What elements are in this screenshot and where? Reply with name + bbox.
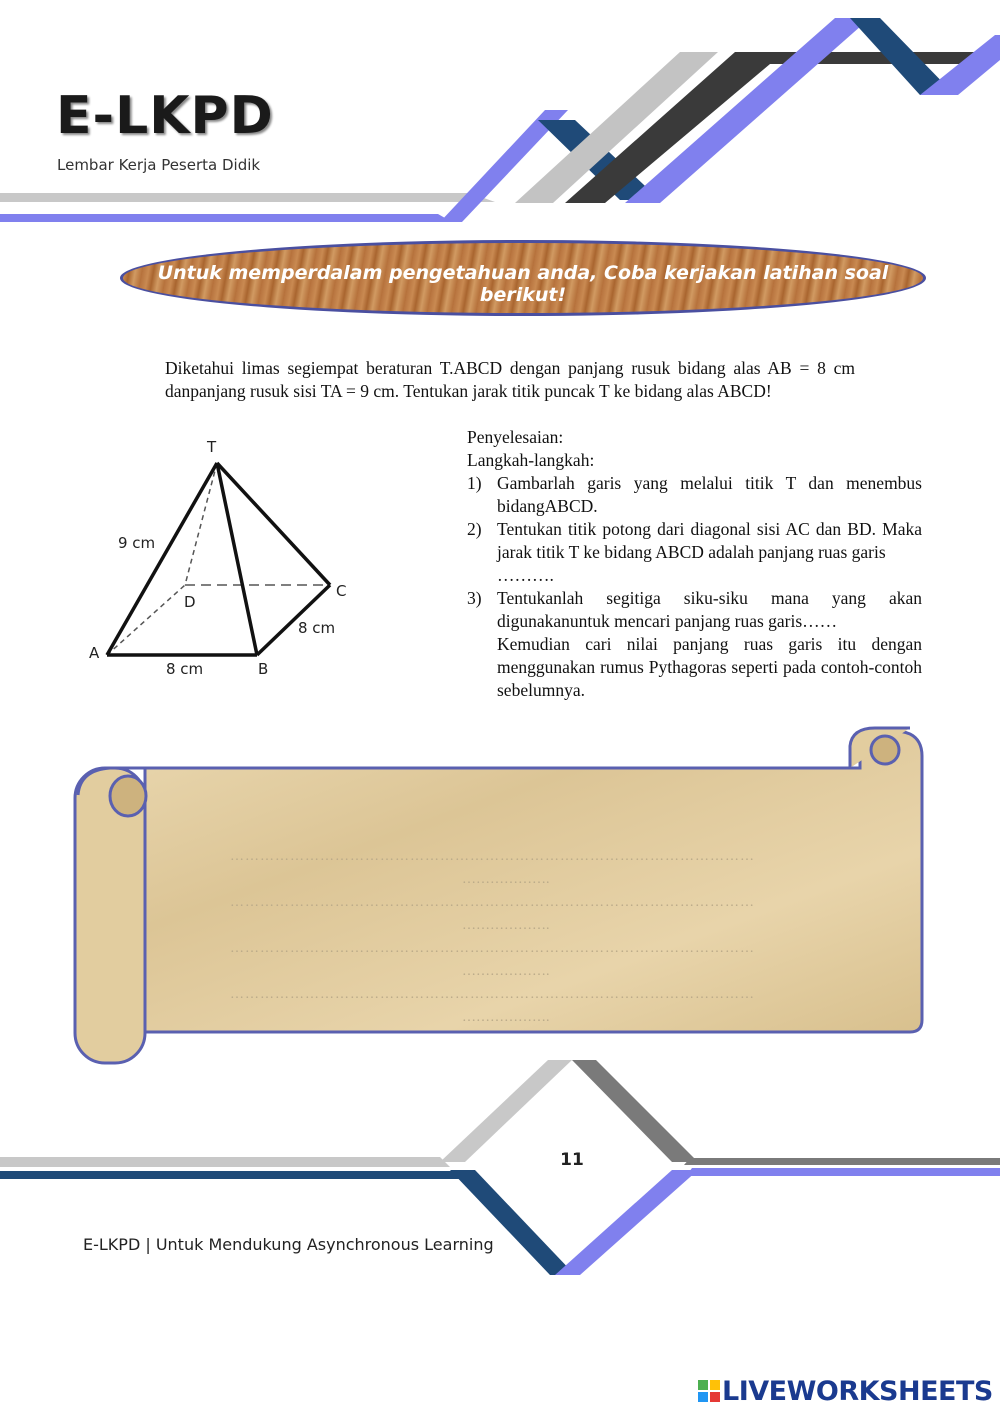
edge-tb — [217, 463, 257, 655]
step-1 — [467, 472, 922, 518]
label-t: T — [207, 438, 217, 456]
step-text: Gambarlah garis yang melalui titik T dan menembus bidangABCD. — [497, 473, 922, 516]
step-extra: Kemudian cari nilai panjang ruas garis itu dengan menggunakan rumus Pythagoras seperti pada contoh-contoh sebelumnya. — [497, 634, 922, 700]
header-title: E-LKPD — [56, 86, 274, 146]
footer-text: E-LKPD | Untuk Mendukung Asynchronous Learning — [83, 1235, 494, 1254]
edge-ad — [107, 585, 185, 655]
page-number: 11 — [560, 1150, 584, 1170]
step-2 — [467, 518, 922, 587]
edge-td — [185, 463, 217, 585]
footer-decoration — [0, 1050, 1000, 1290]
answer-line-5[interactable]: …………………………………………………………………………………………… — [230, 941, 755, 956]
header-subtitle: Lembar Kerja Peserta Didik — [57, 156, 261, 174]
edge-ta — [107, 463, 217, 655]
label-ta: 9 cm — [118, 534, 156, 552]
step-text: Tentukan titik potong dari diagonal sisi AC dan BD. Maka jarak titik T ke bidang ABCD adalah panjang ruas garis — [497, 519, 922, 562]
answer-line-6[interactable]: ………………. — [462, 964, 550, 979]
answer-line-2[interactable]: ………………. — [462, 872, 550, 887]
brand-name: LIVEWORKSHEETS — [722, 1376, 993, 1407]
step-3 — [467, 587, 922, 702]
solution-block — [467, 426, 922, 702]
label-bc: 8 cm — [298, 619, 336, 637]
label-d: D — [184, 593, 196, 611]
step-number: 1) — [467, 473, 482, 493]
label-b: B — [258, 660, 269, 678]
answer-line-3[interactable]: …………………………………………………………………………………………… — [230, 895, 755, 910]
step-number: 3) — [467, 588, 482, 608]
pyramid-figure — [80, 430, 370, 690]
solution-heading: Penyelesaian: — [467, 427, 564, 447]
answer-line-4[interactable]: ………………. — [462, 918, 550, 933]
step-text: Tentukanlah segitiga siku-siku mana yang akan digunakanuntuk mencari panjang ruas garis…… — [497, 588, 922, 631]
instruction-banner-text: Untuk memperdalam pengetahuan anda, Coba kerjakan latihan soal berikut! — [157, 262, 889, 306]
label-a: A — [89, 644, 100, 662]
label-ab: 8 cm — [166, 660, 204, 678]
step-number: 2) — [467, 519, 482, 539]
problem-statement: Diketahui limas segiempat beraturan T.ABCD dengan panjang rusuk bidang alas AB = 8 cm danpanjang rusuk sisi TA = 9 cm. Tentukan jarak titik puncak T ke bidang alas ABCD! — [165, 358, 855, 401]
answer-line-7[interactable]: …………………………………………………………………………………………… — [230, 987, 755, 1002]
steps-heading: Langkah-langkah: — [467, 450, 595, 470]
step-blank: ………. — [497, 565, 554, 585]
answer-lines — [230, 845, 820, 1029]
edge-tc — [217, 463, 330, 585]
answer-line-8[interactable]: ………………. — [462, 1010, 550, 1025]
label-c: C — [336, 582, 347, 600]
answer-line-1[interactable]: …………………………………………………………………………………………… — [230, 849, 755, 864]
brand-watermark — [696, 1376, 993, 1407]
